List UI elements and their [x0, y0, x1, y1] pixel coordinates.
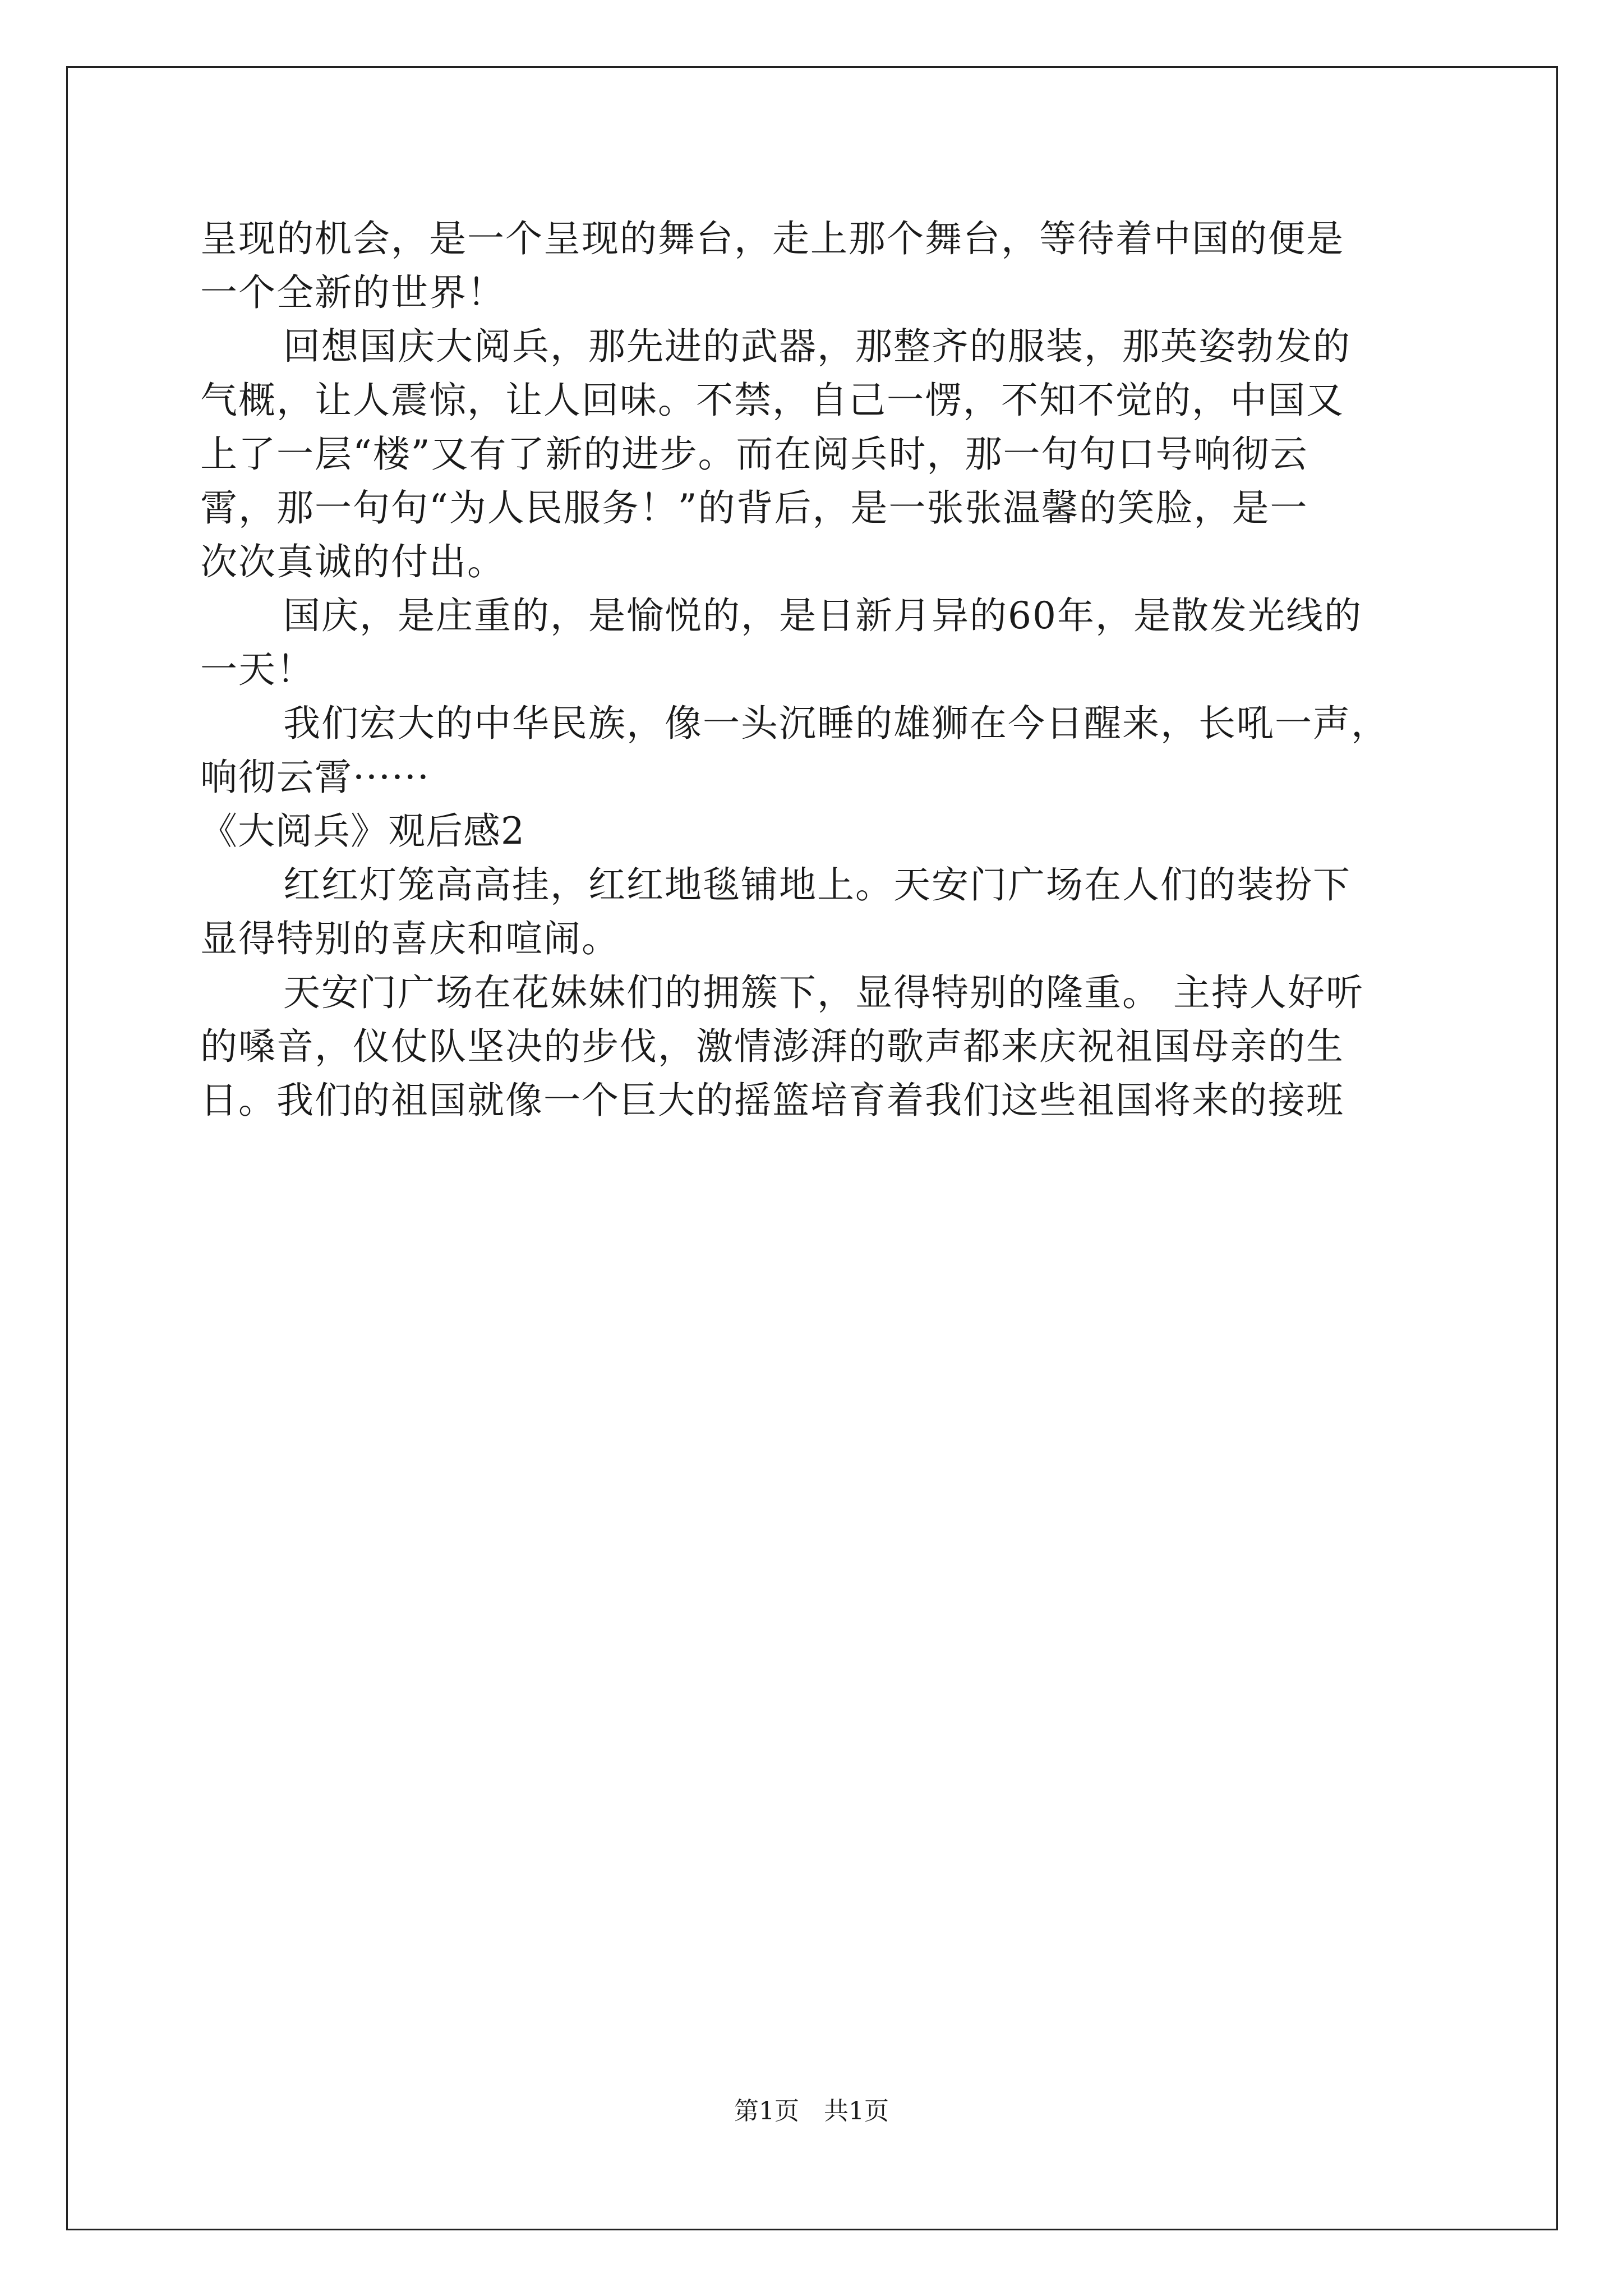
paragraph-start: 红红灯笼高高挂，红红地毯铺地上。天安门广场在人们的装扮下 — [283, 863, 1351, 907]
page-footer: 第1页 共1页 — [734, 2097, 889, 2125]
section-heading: 《大阅兵》观后感2 — [200, 809, 525, 853]
text-line: 呈现的机会，是一个呈现的舞台，走上那个舞台，等待着中国的便是 — [200, 217, 1344, 260]
document-body — [200, 212, 1434, 1128]
paragraph-start: 国庆，是庄重的，是愉悦的，是日新月异的60年，是散发光线的 — [283, 594, 1362, 637]
text-line: 响彻云霄······ — [200, 756, 430, 799]
text-line: 日。我们的祖国就像一个巨大的摇篮培育着我们这些祖国将来的接班 — [200, 1079, 1344, 1122]
text-line: 一天！ — [200, 648, 315, 691]
paragraph-start: 我们宏大的中华民族，像一头沉睡的雄狮在今日醒来，长吼一声， — [283, 702, 1389, 745]
text-line: 霄，那一句句“为人民服务！”的背后，是一张张温馨的笑脸，是一 — [200, 486, 1308, 530]
paragraph-start: 回想国庆大阅兵，那先进的武器，那整齐的服装，那英姿勃发的 — [283, 325, 1351, 368]
text-line: 次次真诚的付出。 — [200, 540, 505, 583]
text-line: 上了一层“楼”又有了新的进步。而在阅兵时，那一句句口号响彻云 — [200, 432, 1308, 476]
text-line: 的嗓音，仪仗队坚决的步伐，激情澎湃的歌声都来庆祝祖国母亲的生 — [200, 1025, 1344, 1068]
paragraph-start: 天安门广场在花妹妹们的拥簇下，显得特别的隆重。 主持人好听 — [283, 971, 1364, 1014]
text-line: 气概，让人震惊，让人回味。不禁，自己一愣，不知不觉的，中国又 — [200, 379, 1344, 422]
text-line: 一个全新的世界！ — [200, 271, 505, 314]
text-line: 显得特别的喜庆和喧闹。 — [200, 917, 620, 960]
